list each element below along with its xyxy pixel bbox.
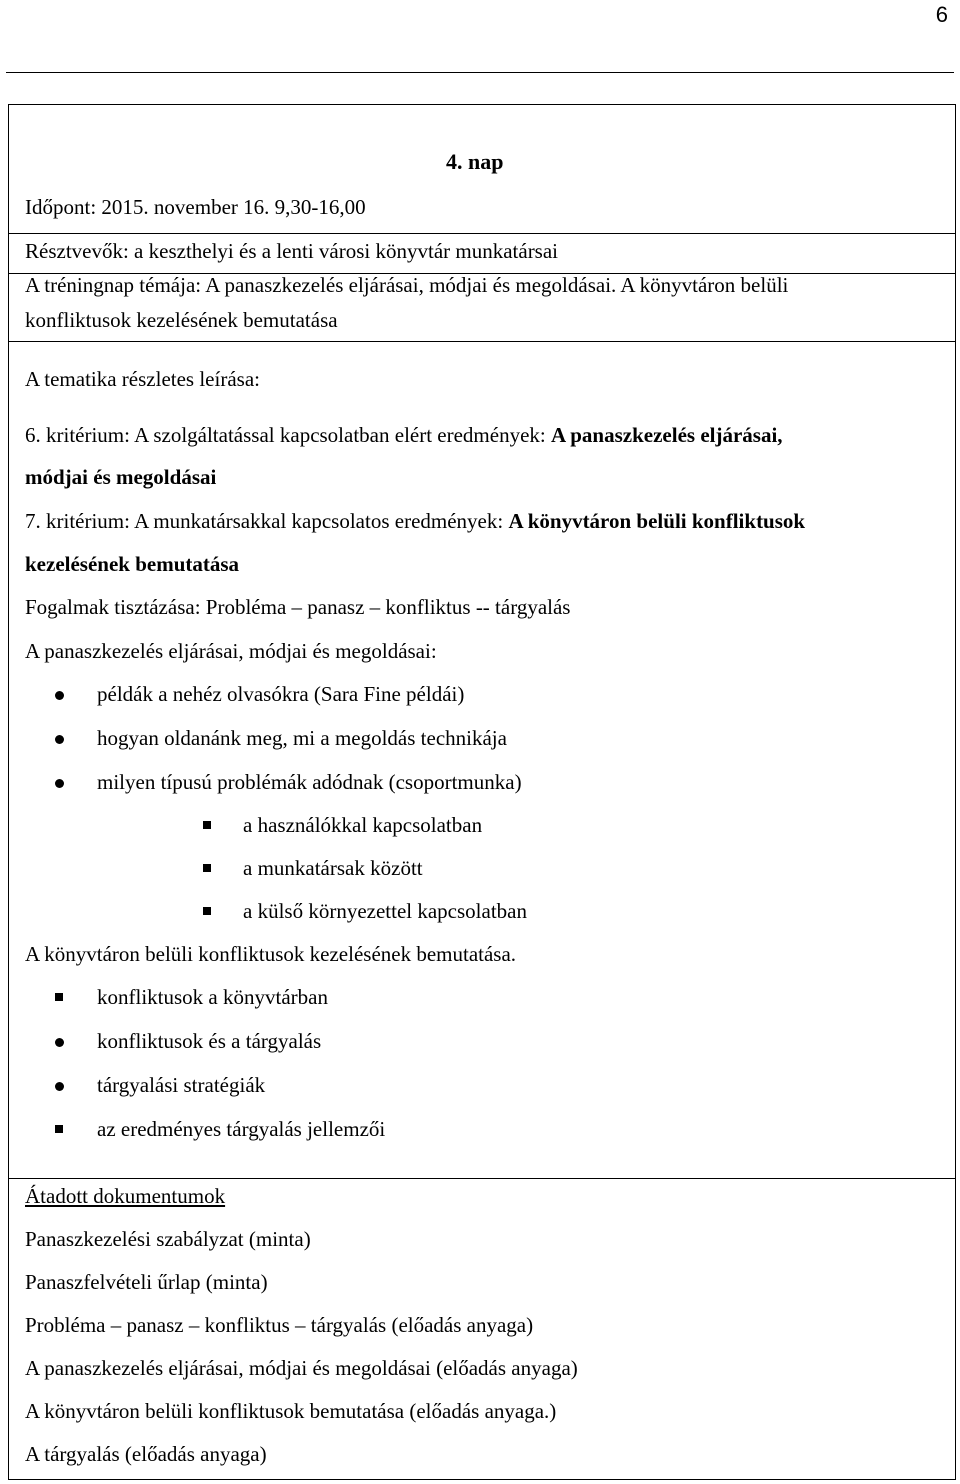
bullet-dot-icon (55, 691, 64, 700)
date-line: Időpont: 2015. november 16. 9,30-16,00 (25, 195, 366, 219)
conflict-item-1: konfliktusok a könyvtárban (97, 985, 328, 1009)
header-rule (6, 72, 954, 73)
methods-item-2: hogyan oldanánk meg, mi a megoldás technikája (97, 726, 507, 750)
bullet-dot-icon (55, 1082, 64, 1091)
document-item-1: Panaszkezelési szabályzat (minta) (25, 1227, 311, 1251)
criterion-7-bold-1: A könyvtáron belüli konfliktusok (508, 509, 806, 533)
bullet-dot-icon (55, 735, 64, 744)
row-documents (9, 1178, 955, 1479)
bullet-square-icon (203, 821, 211, 829)
row-date (9, 105, 955, 234)
detail-heading: A tematika részletes leírása: (25, 367, 260, 391)
schedule-table (8, 104, 956, 1480)
row-topic (9, 273, 955, 342)
page-number: 6 (935, 2, 948, 27)
bullet-square-icon (55, 993, 63, 1001)
document-item-4: A panaszkezelés eljárásai, módjai és megoldásai (előadás anyaga) (25, 1356, 578, 1380)
criterion-6-line-1 (25, 425, 783, 446)
day-label: 4. nap (446, 149, 504, 174)
criterion-7-line-1 (25, 511, 805, 532)
bullet-square-icon (203, 864, 211, 872)
criterion-7-line-2: kezelésének bemutatása (25, 552, 240, 576)
problem-subitem-2: a munkatársak között (243, 856, 423, 880)
methods-item-1: példák a nehéz olvasókra (Sara Fine példái) (97, 682, 465, 706)
conflict-item-2: konfliktusok és a tárgyalás (97, 1029, 322, 1053)
criterion-6-line-2: módjai és megoldásai (25, 465, 217, 489)
bullet-square-icon (55, 1125, 63, 1133)
conflict-heading: A könyvtáron belüli konfliktusok kezelésének bemutatása. (25, 942, 517, 966)
conflict-item-4: az eredményes tárgyalás jellemzői (97, 1117, 386, 1141)
topic-line-1: A tréningnap témája: A panaszkezelés eljárásai, módjai és megoldásai. A könyvtáron belüli (25, 273, 789, 297)
criterion-6-bold-1: A panaszkezelés eljárásai, (551, 423, 783, 447)
conflict-item-3: tárgyalási stratégiák (97, 1073, 266, 1097)
topic-line-2: konfliktusok kezelésének bemutatása (25, 308, 338, 332)
bullet-square-icon (203, 907, 211, 915)
participants-line: Résztvevők: a keszthelyi és a lenti városi könyvtár munkatársai (25, 239, 559, 263)
document-item-6: A tárgyalás (előadás anyaga) (25, 1442, 267, 1466)
document-item-3: Probléma – panasz – konfliktus – tárgyalás (előadás anyaga) (25, 1313, 534, 1337)
bullet-dot-icon (55, 1038, 64, 1047)
criterion-6-prefix: 6. kritérium: A szolgáltatással kapcsolatban elért eredmények: (25, 423, 551, 447)
bullet-dot-icon (55, 779, 64, 788)
criterion-7-prefix: 7. kritérium: A munkatársakkal kapcsolatos eredmények: (25, 509, 509, 533)
methods-item-3: milyen típusú problémák adódnak (csoportmunka) (97, 770, 522, 794)
row-details (9, 341, 955, 1179)
documents-heading: Átadott dokumentumok (25, 1184, 226, 1208)
row-participants (9, 233, 955, 274)
problem-subitem-3: a külső környezettel kapcsolatban (243, 899, 527, 923)
problem-subitem-1: a használókkal kapcsolatban (243, 813, 483, 837)
document-item-5: A könyvtáron belüli konfliktusok bemutatása (előadás anyaga.) (25, 1399, 557, 1423)
methods-heading: A panaszkezelés eljárásai, módjai és megoldásai: (25, 639, 437, 663)
concepts-line: Fogalmak tisztázása: Probléma – panasz – konfliktus -- tárgyalás (25, 595, 571, 619)
document-item-2: Panaszfelvételi űrlap (minta) (25, 1270, 268, 1294)
